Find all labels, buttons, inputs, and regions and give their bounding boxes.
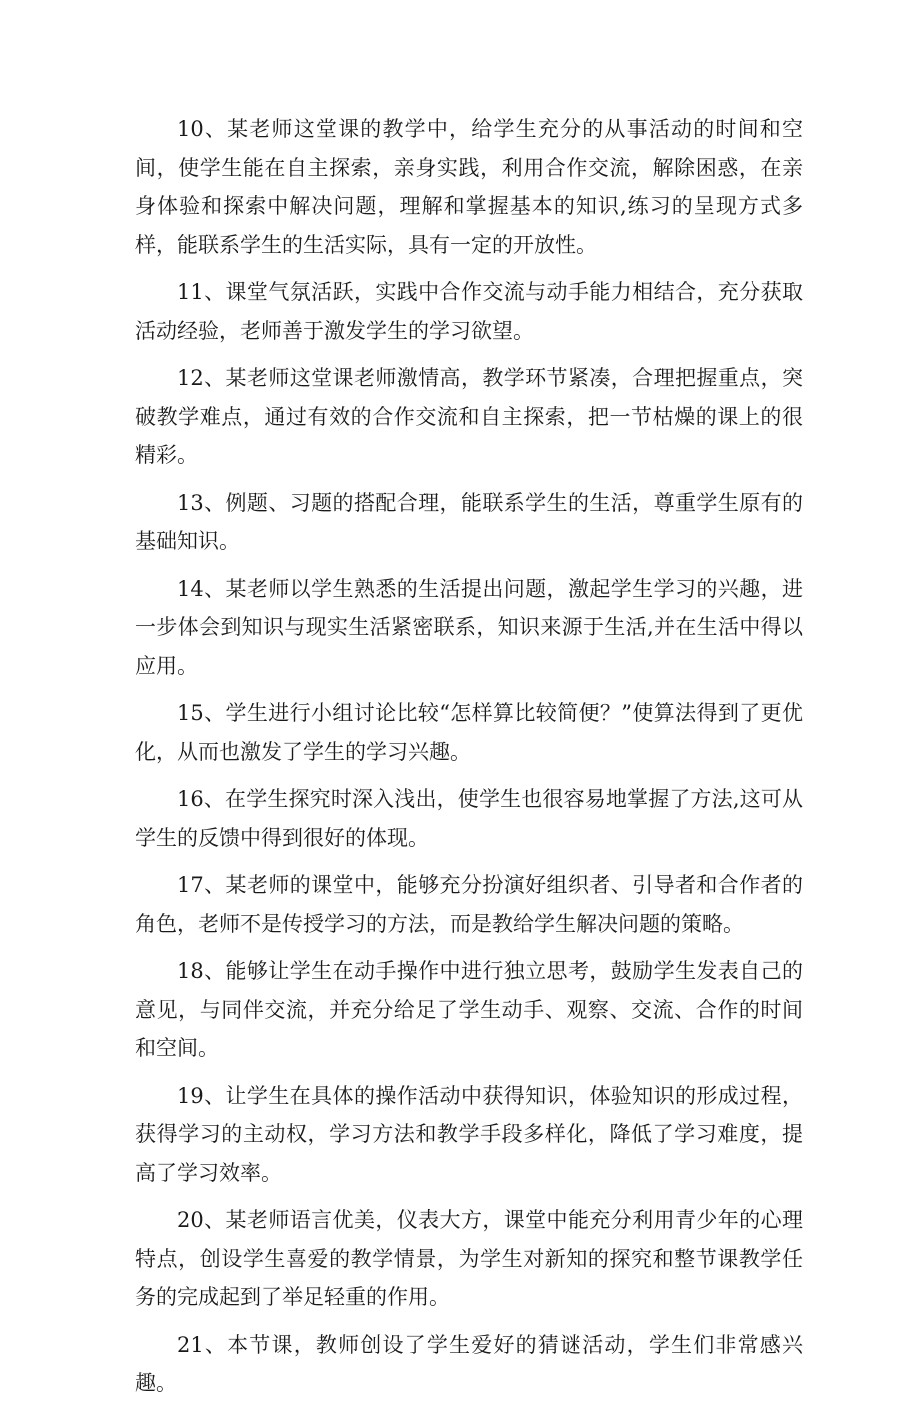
paragraph-14: 14、某老师以学生熟悉的生活提出问题，激起学生学习的兴趣，进一步体会到知识与现实生活紧密联系，知识来源于生活,并在生活中得以应用。 bbox=[135, 576, 803, 678]
paragraph-10: 10、某老师这堂课的教学中，给学生充分的从事活动的时间和空间，使学生能在自主探索，亲身实践，利用合作交流，解除困惑，在亲身体验和探索中解决问题，理解和掌握基本的知识,练习的呈现方式多样，能联系学生的生活实际，具有一定的开放性。 bbox=[135, 117, 803, 257]
paragraph-18: 18、能够让学生在动手操作中进行独立思考，鼓励学生发表自己的意见，与同伴交流，并充分给足了学生动手、观察、交流、合作的时间和空间。 bbox=[135, 959, 803, 1060]
paragraph-21: 21、本节课，教师创设了学生爱好的猜谜活动，学生们非常感兴趣。 bbox=[135, 1332, 803, 1395]
paragraph-12: 12、某老师这堂课老师激情高，教学环节紧凑，合理把握重点，突破教学难点，通过有效的合作交流和自主探索，把一节枯燥的课上的很精彩。 bbox=[135, 366, 803, 467]
paragraph-19: 19、让学生在具体的操作活动中获得知识，体验知识的形成过程，获得学习的主动权，学习方法和教学手段多样化，降低了学习难度，提高了学习效率。 bbox=[135, 1083, 803, 1185]
paragraph-20: 20、某老师语言优美，仪表大方，课堂中能充分利用青少年的心理特点，创设学生喜爱的教学情景，为学生对新知的探究和整节课教学任务的完成起到了举足轻重的作用。 bbox=[135, 1208, 803, 1309]
paragraph-17: 17、某老师的课堂中，能够充分扮演好组织者、引导者和合作者的角色，老师不是传授学习的方法，而是教给学生解决问题的策略。 bbox=[135, 873, 803, 936]
paragraph-16: 16、在学生探究时深入浅出，使学生也很容易地掌握了方法,这可从学生的反馈中得到很好的体现。 bbox=[135, 787, 803, 850]
document-body bbox=[135, 110, 803, 1412]
paragraph-15: 15、学生进行小组讨论比较“怎样算比较简便？”使算法得到了更优化，从而也激发了学生的学习兴趣。 bbox=[135, 701, 803, 764]
paragraph-11: 11、课堂气氛活跃，实践中合作交流与动手能力相结合，充分获取活动经验，老师善于激发学生的学习欲望。 bbox=[135, 280, 803, 343]
paragraph-13: 13、例题、习题的搭配合理，能联系学生的生活，尊重学生原有的基础知识。 bbox=[135, 490, 803, 553]
